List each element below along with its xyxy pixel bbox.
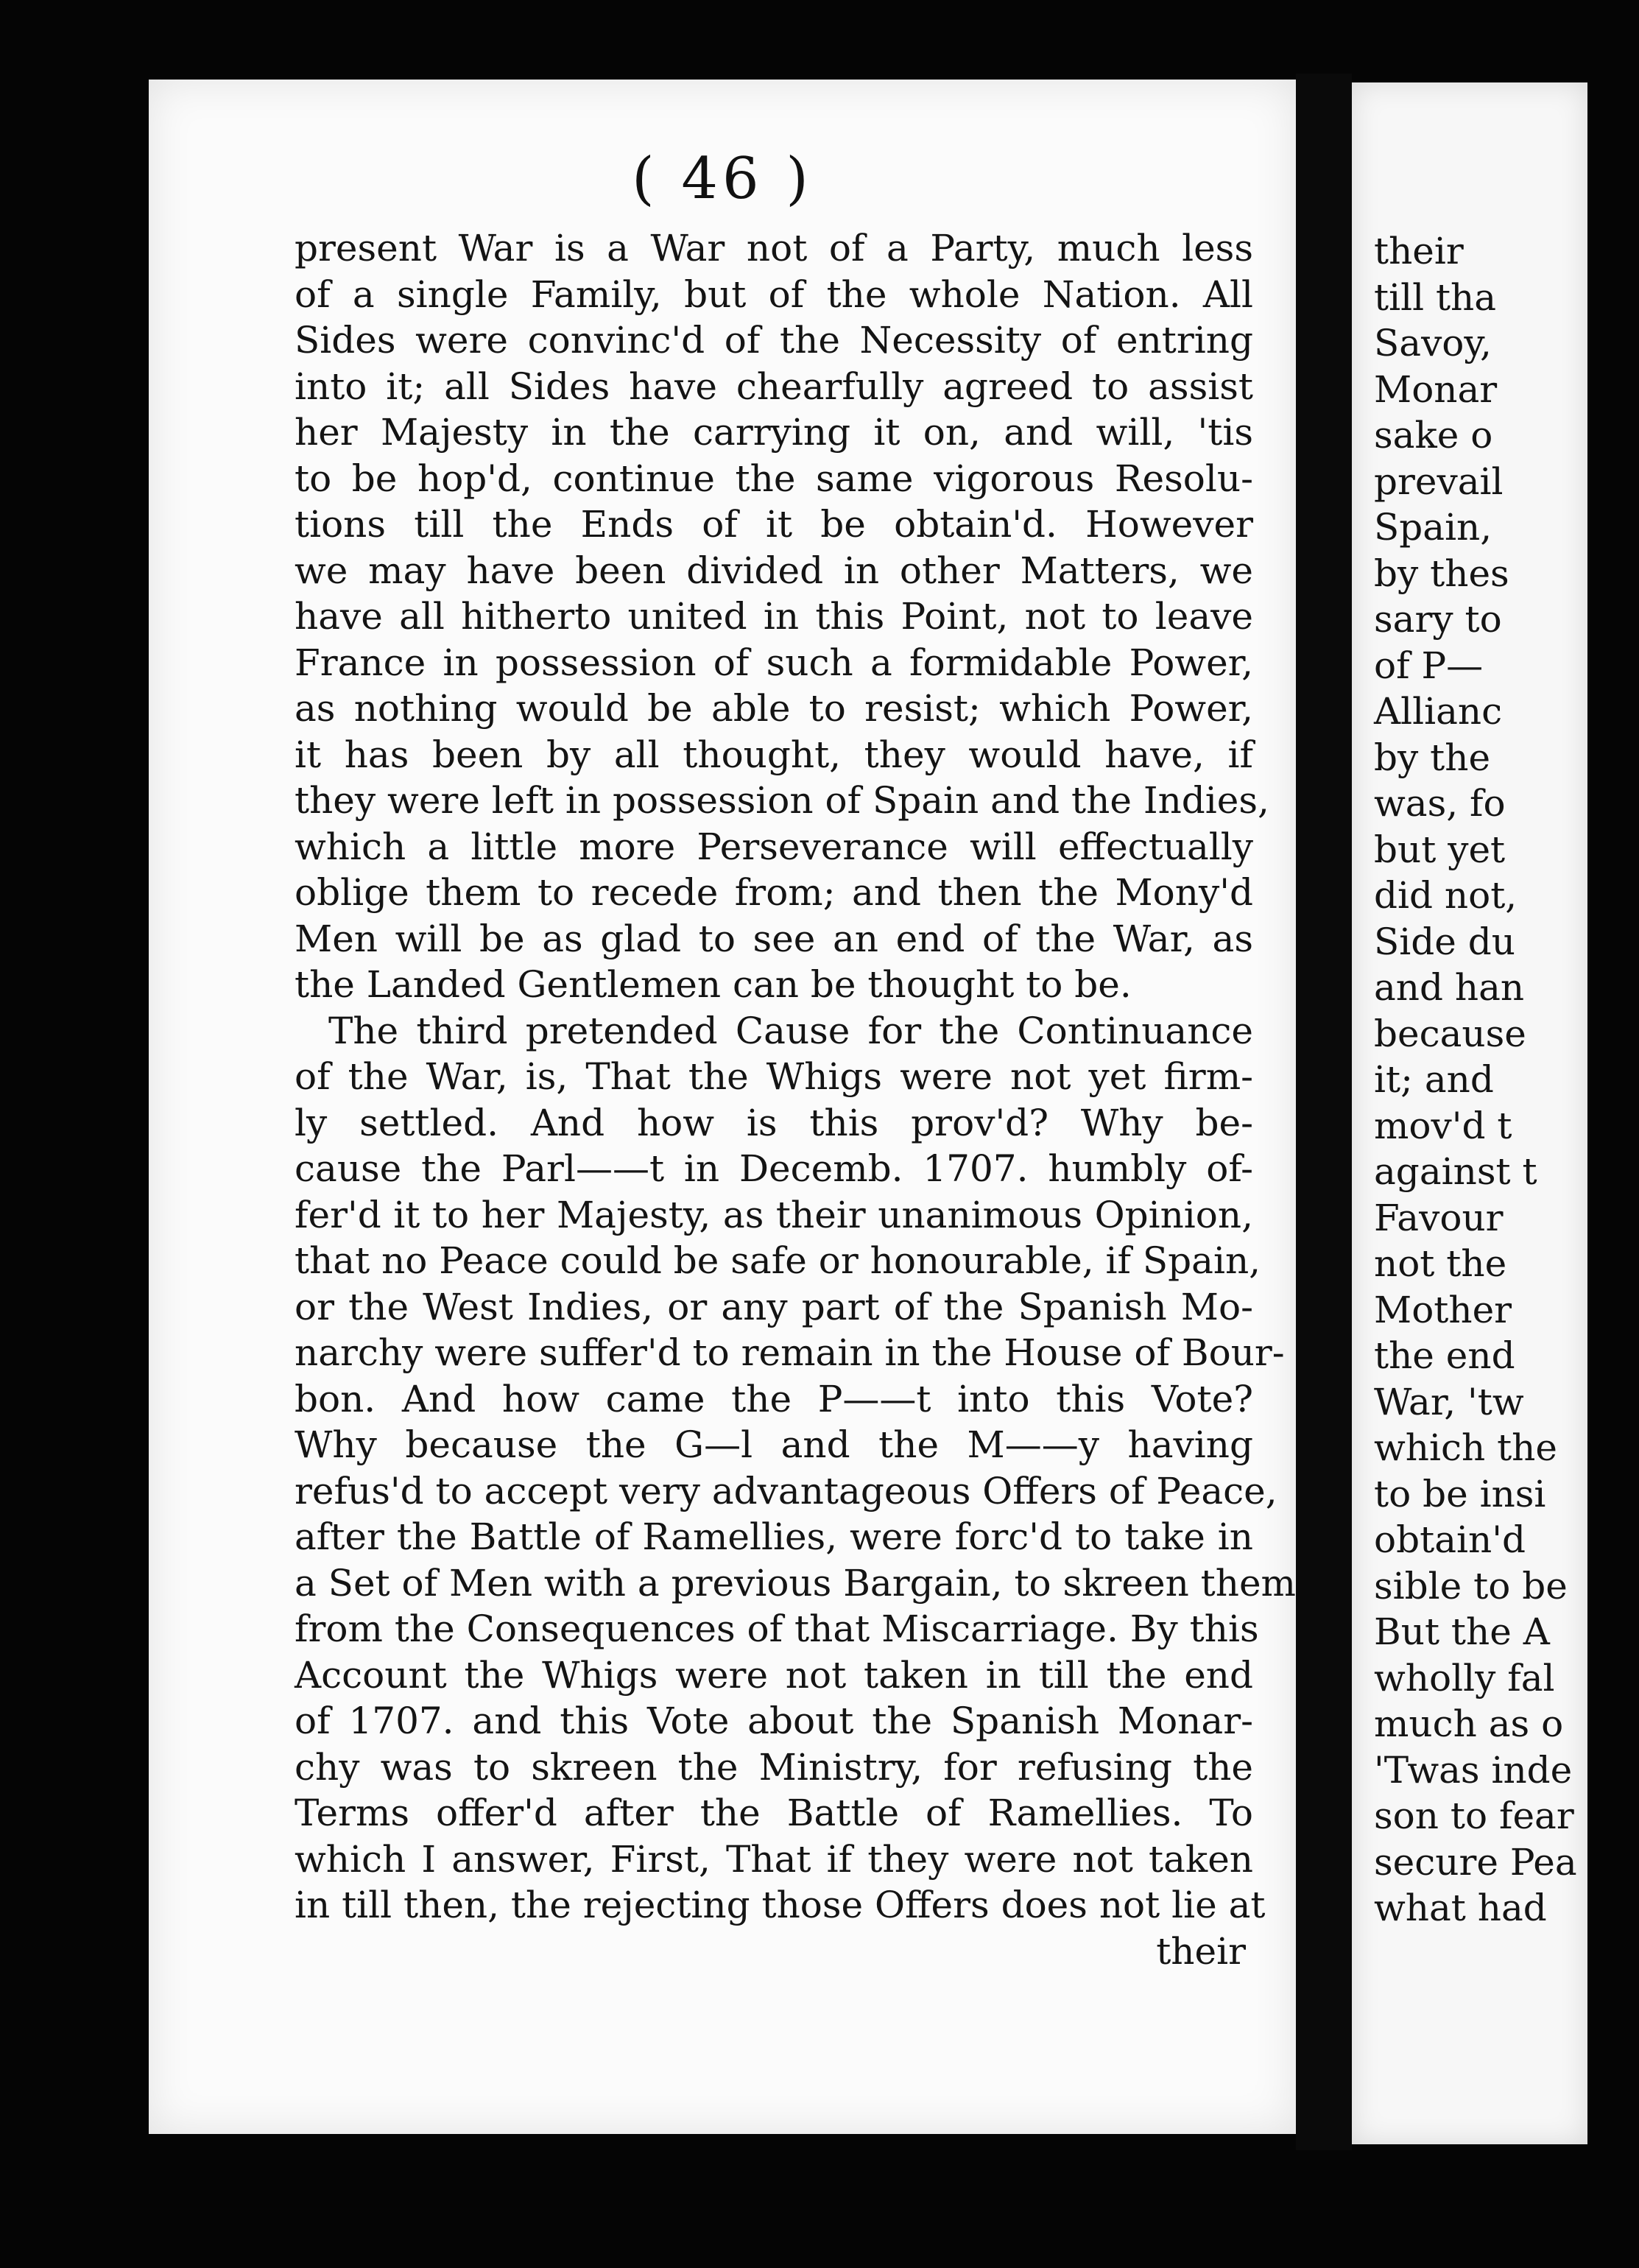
text-line: Spain, <box>1374 506 1492 549</box>
catchword: their <box>1156 1929 1246 1973</box>
text-line: it; and <box>1374 1058 1494 1101</box>
text-line: refus'd to accept very advantageous Offers of Peace, <box>295 1469 1277 1512</box>
text-line: Savoy, <box>1374 322 1492 364</box>
text-line: obtain'd <box>1374 1518 1526 1561</box>
text-line: Favour <box>1374 1196 1504 1239</box>
text-line: which the <box>1374 1426 1557 1469</box>
text-line: War, 'tw <box>1374 1380 1524 1423</box>
text-line: of P— <box>1374 644 1484 687</box>
text-line: secure Pea <box>1374 1840 1577 1884</box>
text-line: cause the Parl——t in Decemb. 1707. humbly of- <box>295 1147 1253 1190</box>
text-line: that no Peace could be safe or honourable, if Spain, <box>295 1239 1261 1282</box>
right-page <box>1352 82 1587 2144</box>
text-line: we may have been divided in other Matters, we <box>295 549 1253 592</box>
text-line: sake o <box>1374 414 1493 457</box>
text-line: till tha <box>1374 275 1497 319</box>
text-line: ly settled. And how is this prov'd? Why be- <box>295 1101 1253 1144</box>
text-line: son to fear <box>1374 1795 1574 1837</box>
text-line: fer'd it to her Majesty, as their unanimous Opinion, <box>295 1193 1253 1236</box>
text-line: sary to <box>1374 598 1502 641</box>
text-line: Side du <box>1374 920 1515 963</box>
text-line: Men will be as glad to see an end of the War, as <box>295 917 1253 960</box>
right-page-text <box>1374 228 1639 1931</box>
text-line: the Landed Gentlemen can be thought to be. <box>295 963 1132 1006</box>
text-line: of the War, is, That the Whigs were not yet firm- <box>295 1055 1253 1098</box>
book-gutter <box>1296 74 1352 2150</box>
text-line: not the <box>1374 1242 1507 1285</box>
text-line: wholly fal <box>1374 1656 1555 1700</box>
text-line: did not, <box>1374 874 1518 917</box>
text-line: Monar <box>1374 367 1498 411</box>
left-page <box>149 80 1296 2134</box>
text-line: 'Twas inde <box>1374 1748 1573 1792</box>
text-line: France in possession of such a formidable Power, <box>295 641 1253 684</box>
text-line: by thes <box>1374 552 1509 595</box>
text-line: or the West Indies, or any part of the Spanish Mo- <box>295 1285 1253 1328</box>
text-line: it has been by all thought, they would have, if <box>295 733 1253 776</box>
text-line: tions till the Ends of it be obtain'd. However <box>295 503 1253 546</box>
text-line: narchy were suffer'd to remain in the House of Bour- <box>295 1331 1285 1374</box>
paragraph-start-line: The third pretended Cause for the Continuance <box>328 1009 1253 1052</box>
text-line: they were left in possession of Spain and the Indies, <box>295 779 1269 822</box>
text-line: but yet <box>1374 828 1506 871</box>
text-line: was, fo <box>1374 782 1506 825</box>
text-line: Terms offer'd after the Battle of Ramellies. To <box>295 1792 1253 1834</box>
text-line: against t <box>1374 1150 1537 1193</box>
text-line: by the <box>1374 736 1491 779</box>
text-line: Allianc <box>1374 690 1503 733</box>
text-line: what had <box>1374 1887 1547 1929</box>
text-line: sible to be <box>1374 1564 1568 1607</box>
text-line: from the Consequences of that Miscarriage. By this <box>295 1607 1259 1650</box>
text-line: prevail <box>1374 459 1504 503</box>
text-line: present War is a War not of a Party, much less <box>295 227 1253 270</box>
text-line: to be insi <box>1374 1472 1546 1515</box>
text-line: much as o <box>1374 1702 1564 1745</box>
text-line: oblige them to recede from; and then the Mony'd <box>295 871 1253 914</box>
text-line: as nothing would be able to resist; which Power, <box>295 687 1253 730</box>
left-page-text <box>295 225 1296 1974</box>
text-line: have all hitherto united in this Point, not to leave <box>295 595 1253 638</box>
text-line: their <box>1374 230 1464 272</box>
text-line: mov'd t <box>1374 1104 1512 1147</box>
text-line: Why because the G—l and the M——y having <box>295 1423 1253 1466</box>
text-line: chy was to skreen the Ministry, for refusing the <box>295 1745 1253 1789</box>
text-line: her Majesty in the carrying it on, and will, 'tis <box>295 411 1253 454</box>
text-line: Sides were convinc'd of the Necessity of entring <box>295 319 1253 362</box>
text-line: Mother <box>1374 1288 1512 1331</box>
text-line: into it; all Sides have chearfully agreed to assist <box>295 364 1253 408</box>
text-line: of 1707. and this Vote about the Spanish Monar- <box>295 1700 1253 1742</box>
text-line: because <box>1374 1012 1526 1055</box>
text-line: But the A <box>1374 1610 1550 1653</box>
text-line: Account the Whigs were not taken in till the end <box>295 1653 1253 1697</box>
text-line: which a little more Perseverance will effectually <box>295 825 1253 868</box>
text-line: a Set of Men with a previous Bargain, to skreen them <box>295 1561 1296 1605</box>
page-number: ( 46 ) <box>632 146 813 212</box>
text-line: after the Battle of Ramellies, were forc'd to take in <box>295 1515 1253 1558</box>
text-line: and han <box>1374 966 1525 1009</box>
text-line: bon. And how came the P——t into this Vote? <box>295 1377 1253 1420</box>
text-line: to be hop'd, continue the same vigorous Resolu- <box>295 457 1253 500</box>
text-line: in till then, the rejecting those Offers does not lie at <box>295 1884 1266 1926</box>
text-line: the end <box>1374 1334 1515 1377</box>
text-line: which I answer, First, That if they were not taken <box>295 1837 1253 1881</box>
text-line: of a single Family, but of the whole Nation. All <box>295 272 1253 316</box>
